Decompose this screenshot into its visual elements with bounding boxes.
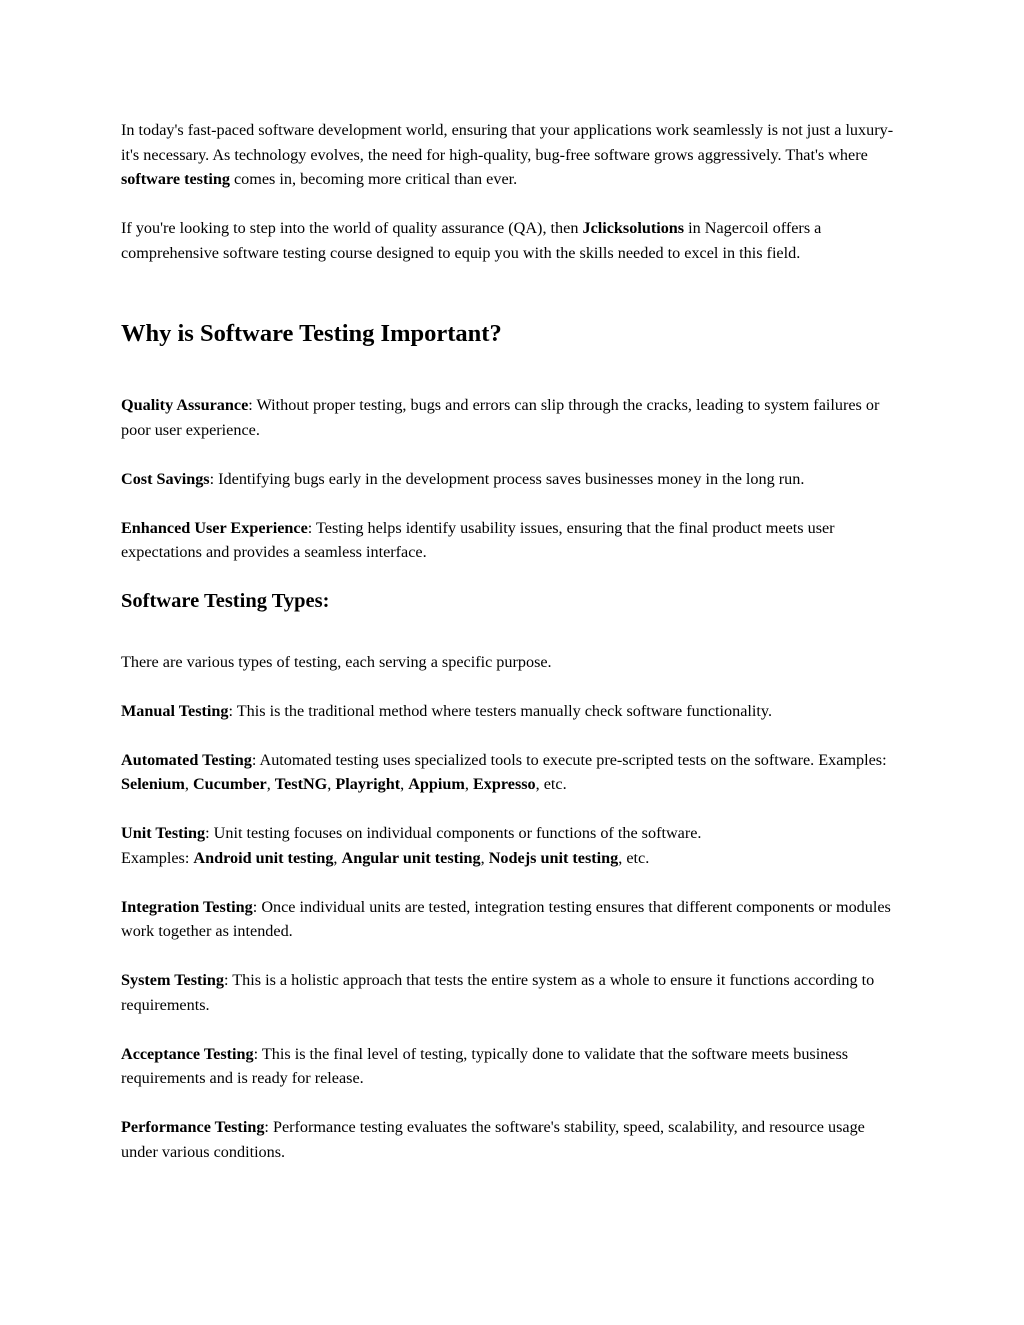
type-acceptance: Acceptance Testing: This is the final level of testing, typically done to validate that the software meets business requirements and is ready for release.	[121, 1044, 849, 1087]
unit-example: Nodejs unit testing	[488, 848, 619, 867]
tool-example: Cucumber	[192, 775, 267, 793]
type-system: System Testing: This is a holistic approach that tests the entire system as a whole to ensure it functions according to requirements.	[121, 971, 875, 1014]
type-integration: Integration Testing: Once individual units are tested, integration testing ensures that different components or modules work together as intended.	[121, 897, 891, 940]
type-manual: Manual Testing: This is the traditional method where testers manually check software functionality.	[121, 701, 772, 720]
intro-paragraph-1: In today's fast-paced software development world, ensuring that your applications work seamlessly is not just a luxury-it's necessary. As technology evolves, the need for high-quality, bug-free software grows aggressively. That's where software testing comes in, becoming more critical than ever.	[121, 121, 894, 188]
tool-example: Selenium	[121, 775, 185, 793]
tool-example: Playright	[335, 775, 401, 793]
types-intro: There are various types of testing, each serving a specific purpose.	[121, 652, 552, 671]
type-performance: Performance Testing: Performance testing evaluates the software's stability, speed, scalability, and resource usage under various conditions.	[121, 1118, 865, 1161]
company-name: Jclicksolutions	[582, 219, 685, 237]
tool-example: TestNG	[274, 775, 328, 793]
tool-example: Appium	[408, 775, 465, 793]
why-heading: Why is Software Testing Important?	[121, 320, 502, 347]
unit-example: Angular unit testing	[341, 848, 481, 867]
types-heading: Software Testing Types:	[121, 589, 330, 612]
tool-example: Expresso	[472, 775, 536, 793]
software-testing-emphasis: software testing	[121, 170, 230, 188]
intro-paragraph-2: If you're looking to step into the world of quality assurance (QA), then Jclicksolutions in Nagercoil offers a comprehensive software testing course designed to equip you with the skills needed to excel in this field.	[121, 219, 822, 262]
why-item-ux: Enhanced User Experience: Testing helps identify usability issues, ensuring that the final product meets user expectations and provides a seamless interface.	[121, 518, 835, 561]
type-automated: Automated Testing: Automated testing uses specialized tools to execute pre-scripted tests on the software. Examples: Selenium, Cucumber, TestNG, Playright, Appium, Expresso, etc.	[121, 750, 887, 793]
why-item-quality: Quality Assurance: Without proper testing, bugs and errors can slip through the cracks, leading to system failures or poor user experience.	[121, 396, 880, 439]
why-item-cost: Cost Savings: Identifying bugs early in the development process saves businesses money in the long run.	[121, 469, 805, 488]
type-unit: Unit Testing: Unit testing focuses on individual components or functions of the software. Examples: Android unit testing, Angular unit testing, Nodejs unit testing, etc.	[121, 824, 702, 867]
unit-example: Android unit testing	[193, 848, 334, 867]
